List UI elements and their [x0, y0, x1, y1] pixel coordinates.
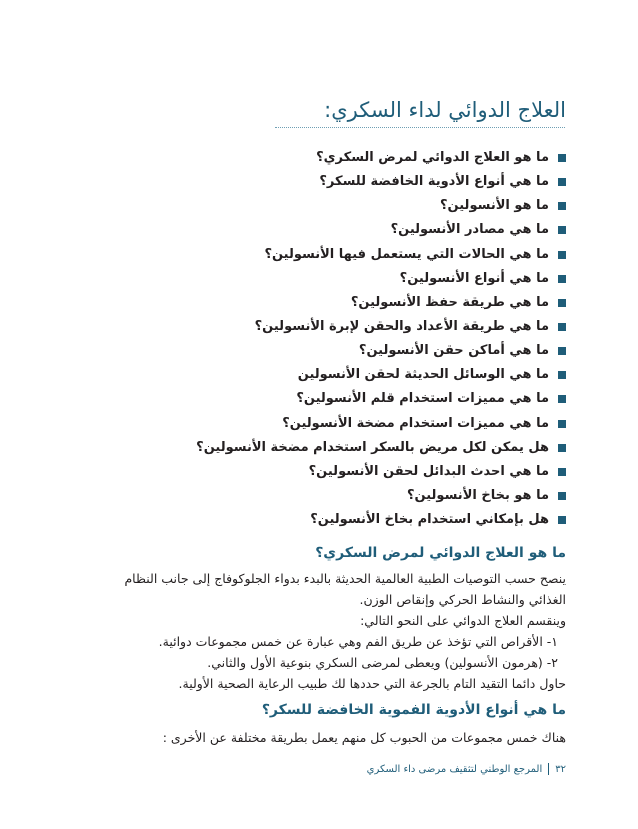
title-row [275, 98, 566, 132]
question-text: ما هي مميزات استخدام مضخة الأنسولين؟ [282, 415, 549, 431]
question-text: ما هي مميزات استخدام قلم الأنسولين؟ [296, 391, 549, 407]
paragraph-line: وينقسم العلاج الدوائي على النحو التالي: [360, 613, 566, 628]
list-item [196, 315, 566, 339]
square-bullet-icon [558, 299, 566, 307]
question-text: ما هي طريقة حفظ الأنسولين؟ [350, 294, 549, 310]
section-body-treatment [124, 568, 566, 694]
section-heading-oral-drugs: ما هي أنواع الأدوية الفموية الخافضة للسكر؟ [261, 702, 566, 718]
paragraph-line: هناك خمس مجموعات من الحبوب كل منهم يعمل بطريقة مختلفة عن الأخرى : [162, 730, 566, 745]
page-number: ٣٢ [555, 763, 566, 775]
question-text: ما هي أماكن حقن الأنسولين؟ [358, 343, 549, 359]
square-bullet-icon [558, 492, 566, 500]
paragraph-line: ٢- (هرمون الأنسولين) ويعطى لمرضى السكري بنوعية الأول والثاني. [207, 655, 558, 670]
square-bullet-icon [558, 395, 566, 403]
square-bullet-icon [558, 251, 566, 259]
paragraph-line: ينصح حسب التوصيات الطبية العالمية الحديثة بالبدء بدواء الجلوكوفاج إلى جانب النظام [124, 571, 566, 586]
square-bullet-icon [558, 516, 566, 524]
square-bullet-icon [558, 323, 566, 331]
question-text: ما هي احدث البدائل لحقن الأنسولين؟ [308, 463, 549, 479]
footer-divider [548, 763, 549, 775]
list-item [196, 194, 566, 218]
square-bullet-icon [558, 275, 566, 283]
section-body-oral-drugs [163, 727, 566, 748]
page-footer [367, 763, 566, 775]
list-item [196, 363, 566, 387]
square-bullet-icon [558, 371, 566, 379]
footer-text: المرجع الوطني لتثقيف مرضى داء السكري [366, 763, 543, 775]
question-text: ما هو بخاخ الأنسولين؟ [407, 488, 549, 504]
list-item [196, 508, 566, 532]
list-item [196, 291, 566, 315]
title-dotted-rule [275, 127, 565, 128]
list-item [196, 218, 566, 242]
question-text: هل بإمكاني استخدام بخاخ الأنسولين؟ [310, 512, 549, 528]
question-text: ما هي الوسائل الحديثة لحقن الأنسولين [297, 367, 549, 383]
question-text: ما هي أنواع الأنسولين؟ [399, 270, 549, 286]
square-bullet-icon [558, 226, 566, 234]
paragraph-line: ١- الأقراص التي تؤخذ عن طريق الفم وهي عبارة عن خمس مجموعات دوائية. [158, 634, 558, 649]
list-item [196, 460, 566, 484]
question-text: ما هي أنواع الأدوية الخافضة للسكر؟ [319, 174, 549, 190]
question-list [196, 146, 566, 532]
question-text: ما هو الأنسولين؟ [440, 198, 549, 214]
question-text: ما هي مصادر الأنسولين؟ [390, 222, 549, 238]
square-bullet-icon [558, 347, 566, 355]
paragraph-line: الغذائي والنشاط الحركي وإنقاص الوزن. [359, 592, 566, 607]
question-text: ما هو العلاج الدوائي لمرض السكري؟ [316, 150, 549, 166]
list-item [196, 412, 566, 436]
square-bullet-icon [558, 468, 566, 476]
question-text: هل يمكن لكل مريض بالسكر استخدام مضخة الأنسولين؟ [196, 439, 549, 455]
list-item [196, 436, 566, 460]
square-bullet-icon [558, 420, 566, 428]
list-item [196, 170, 566, 194]
paragraph-line: حاول دائما التقيد التام بالجرعة التي حددها لك طبيب الرعاية الصحية الأولية. [178, 676, 566, 691]
question-text: ما هي طريقة الأعداد والحقن لإبرة الأنسولين؟ [254, 319, 549, 335]
list-item [196, 267, 566, 291]
list-item [196, 146, 566, 170]
list-item [196, 387, 566, 411]
square-bullet-icon [558, 202, 566, 210]
page-title: العلاج الدوائي لداء السكري: [324, 98, 566, 122]
list-item [196, 243, 566, 267]
list-item [196, 339, 566, 363]
section-heading-treatment: ما هو العلاج الدوائي لمرض السكري؟ [315, 545, 566, 561]
square-bullet-icon [558, 154, 566, 162]
square-bullet-icon [558, 444, 566, 452]
list-item [196, 484, 566, 508]
question-text: ما هي الحالات التي يستعمل فيها الأنسولين؟ [264, 246, 549, 262]
square-bullet-icon [558, 178, 566, 186]
